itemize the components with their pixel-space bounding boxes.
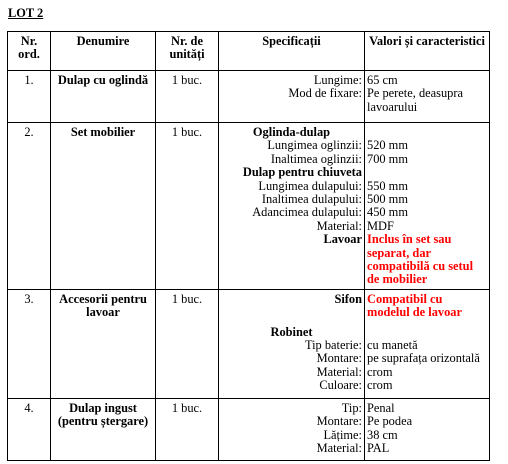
spec-value: 38 cm [367,427,398,442]
row-unitati: 1 buc. [156,289,219,398]
header-valori: Valori și caracteristici [365,32,490,71]
row-nr: 4. [8,398,51,460]
spec-label: Mod de fixare: [288,86,362,101]
row-valori [365,123,490,290]
spec-label: Lungimea dulapului: [258,178,362,193]
spec-value: 520 mm [367,138,408,153]
spec-group-title: Oglinda-dulap [252,125,331,139]
spec-group-title: Dulap pentru chiuveta [242,165,362,180]
row-specificatii [219,398,365,460]
spec-label: Montare: [316,351,362,366]
spec-label: Lungimea oglinzii: [267,138,362,153]
spec-label: Tip baterie: [304,338,362,353]
spec-label: Lățime: [323,427,362,442]
spec-label: Montare: [316,414,362,429]
table-row [8,398,490,460]
spec-value: 700 mm [367,151,408,166]
row-denumire: Dulap cu oglindă [51,71,156,123]
spec-label-lavoar: Lavoar [323,232,362,247]
spec-label: Material: [316,218,362,233]
spec-value: 500 mm [367,192,408,206]
row-specificatii [219,289,365,398]
spec-value: Penal [367,400,395,415]
header-nr-unitati: Nr. de unități [156,32,219,71]
spec-label: Inaltimea oglinzii: [270,151,362,166]
spec-label: Adancimea dulapului: [252,205,362,220]
row-valori [365,71,490,123]
spec-value: pe suprafața orizontală [367,351,480,366]
spec-value: crom [367,378,393,393]
spec-value-highlight: Inclus în set sau separat, dar compatibilă cu setul de mobilier [367,232,474,287]
table-header-row [8,32,490,71]
row-nr: 2. [8,123,51,290]
spec-value: 550 mm [367,178,408,193]
row-specificatii [219,71,365,123]
row-denumire: Dulap ingust (pentru ștergare) [51,398,156,460]
row-unitati: 1 buc. [156,398,219,460]
spec-value: PAL [367,441,390,456]
spec-value: MDF [367,218,394,233]
spec-value: 65 cm [367,73,398,87]
row-nr: 1. [8,71,51,123]
row-valori [365,398,490,460]
row-nr: 3. [8,289,51,398]
table-row [8,289,490,398]
row-valori [365,289,490,398]
spec-value: cu manetă [367,338,418,353]
row-unitati: 1 buc. [156,123,219,290]
spec-label-sifon: Sifon [334,291,362,306]
spec-label: Tip: [341,400,362,415]
spec-value-highlight: Compatibil cu modelul de lavoar [367,291,462,320]
spec-label: Inaltimea dulapului: [261,191,362,206]
lot-title: LOT 2 [8,6,44,20]
spec-value: crom [367,364,393,379]
header-nr-ord: Nr. ord. [8,32,51,71]
spec-label: Material: [316,441,362,456]
spec-label: Culoare: [319,378,362,393]
specification-table [7,31,490,461]
row-denumire: Accesorii pentru lavoar [51,289,156,398]
spec-label: Lungime: [313,73,362,87]
table-row [8,123,490,290]
spec-label: Material: [316,364,362,379]
table-row [8,71,490,123]
header-specificatii: Specificații [219,32,365,71]
spec-value: 450 mm [367,205,408,220]
spec-value: Pe perete, deasupra lavoarului [367,86,463,114]
row-denumire: Set mobilier [51,123,156,290]
spec-group-title: Robinet [270,324,313,339]
row-specificatii [219,123,365,290]
header-denumire: Denumire [51,32,156,71]
row-unitati: 1 buc. [156,71,219,123]
spec-value: Pe podea [367,414,413,429]
